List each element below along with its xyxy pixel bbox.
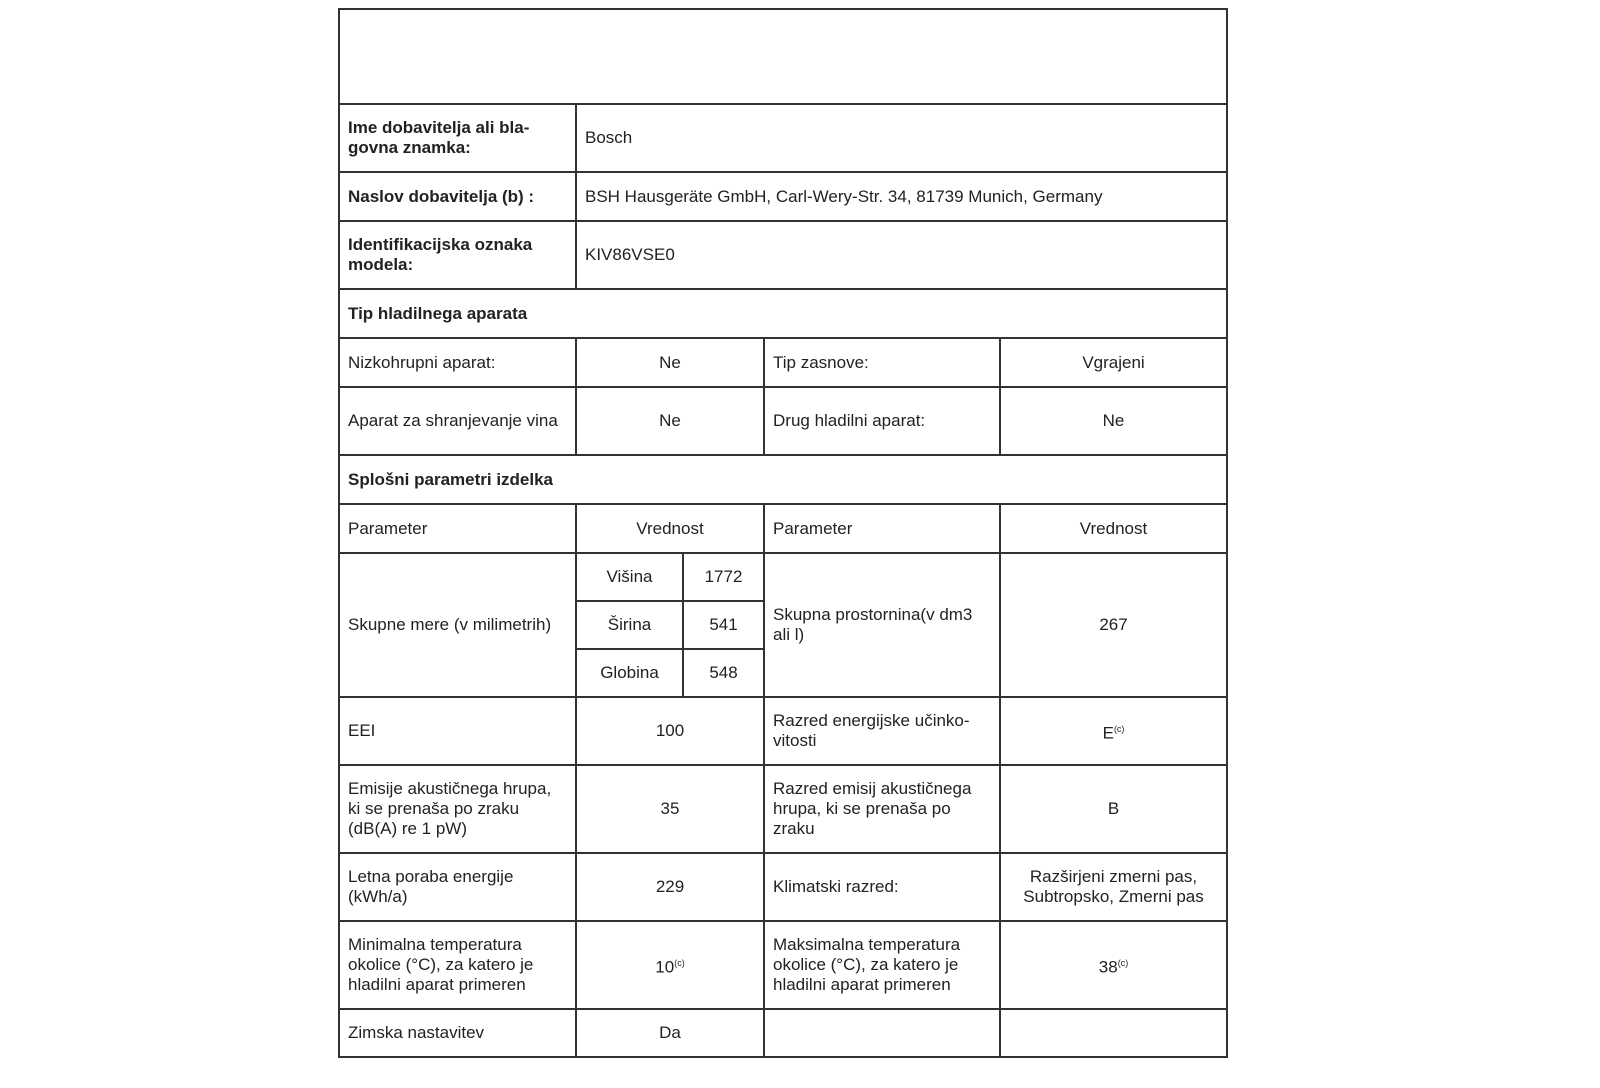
- max-temp-cell: [1000, 921, 1227, 1009]
- width-value: 541: [683, 601, 764, 649]
- noise-class-value: B: [1000, 765, 1227, 853]
- noise-label: Emisije akustičnega hrupa, ki se prenaša po zraku (dB(A) re 1 pW): [339, 765, 576, 853]
- dims-label: Skupne mere (v milimetrih): [339, 553, 576, 697]
- climate-value: Razširjeni zmerni pas, Subtropsko, Zmerni pas: [1000, 853, 1227, 921]
- volume-label: Skupna prostornina(v dm3 ali l): [764, 553, 1000, 697]
- winter-value: Da: [576, 1009, 764, 1057]
- low-noise-value: Ne: [576, 338, 764, 387]
- max-temp-value: 38: [1098, 957, 1118, 977]
- height-label: Višina: [576, 553, 683, 601]
- depth-label: Globina: [576, 649, 683, 697]
- design-value: Vgrajeni: [1000, 338, 1227, 387]
- min-temp-cell: [576, 921, 764, 1009]
- climate-label: Klimatski razred:: [764, 853, 1000, 921]
- noise-value: 35: [576, 765, 764, 853]
- eei-label: EEI: [339, 697, 576, 765]
- eei-value: 100: [576, 697, 764, 765]
- header-blank-cell: [339, 9, 1227, 104]
- annual-energy-label: Letna poraba energije (kWh/a): [339, 853, 576, 921]
- product-info-table: [338, 8, 1228, 1058]
- design-label: Tip zasnove:: [764, 338, 1000, 387]
- param-header: Parameter: [339, 504, 576, 553]
- max-temp-label: Maksimalna temperatura okolice (°C), za katero je hladilni aparat primeren: [764, 921, 1000, 1009]
- supplier-name-value: Bosch: [576, 104, 1227, 172]
- winter-label: Zimska nastavitev: [339, 1009, 576, 1057]
- min-temp-label: Minimalna temperatura okolice (°C), za katero je hladilni aparat primeren: [339, 921, 576, 1009]
- energy-class-cell: [1000, 697, 1227, 765]
- energy-class-value: E: [1102, 723, 1114, 743]
- type-section-title: Tip hladilnega aparata: [339, 289, 1227, 338]
- noise-class-label: Razred emisij akustičnega hrupa, ki se prenaša po zraku: [764, 765, 1000, 853]
- model-value: KIV86VSE0: [576, 221, 1227, 289]
- volume-value: 267: [1000, 553, 1227, 697]
- width-label: Širina: [576, 601, 683, 649]
- low-noise-label: Nizkohrupni aparat:: [339, 338, 576, 387]
- value-header-2: Vrednost: [1000, 504, 1227, 553]
- param-header-2: Parameter: [764, 504, 1000, 553]
- min-temp-value: 10: [655, 957, 675, 977]
- height-value: 1772: [683, 553, 764, 601]
- wine-value: Ne: [576, 387, 764, 455]
- empty-cell-1: [764, 1009, 1000, 1057]
- params-section-title: Splošni parametri izdelka: [339, 455, 1227, 504]
- min-temp-note: (c): [674, 957, 685, 968]
- empty-cell-2: [1000, 1009, 1227, 1057]
- supplier-address-value: BSH Hausgeräte GmbH, Carl-Wery-Str. 34, 81739 Munich, Germany: [576, 172, 1227, 221]
- energy-class-note: (c): [1113, 723, 1125, 734]
- model-label: Identifikacijska oznaka modela:: [339, 221, 576, 289]
- energy-class-label: Razred energijske učinko-vitosti: [764, 697, 1000, 765]
- wine-label: Aparat za shranjevanje vina: [339, 387, 576, 455]
- supplier-address-label: Naslov dobavitelja (b) :: [339, 172, 576, 221]
- annual-energy-value: 229: [576, 853, 764, 921]
- max-temp-note: (c): [1117, 957, 1129, 968]
- value-header: Vrednost: [576, 504, 764, 553]
- other-value: Ne: [1000, 387, 1227, 455]
- supplier-name-label: Ime dobavitelja ali bla-govna znamka:: [339, 104, 576, 172]
- depth-value: 548: [683, 649, 764, 697]
- other-label: Drug hladilni aparat:: [764, 387, 1000, 455]
